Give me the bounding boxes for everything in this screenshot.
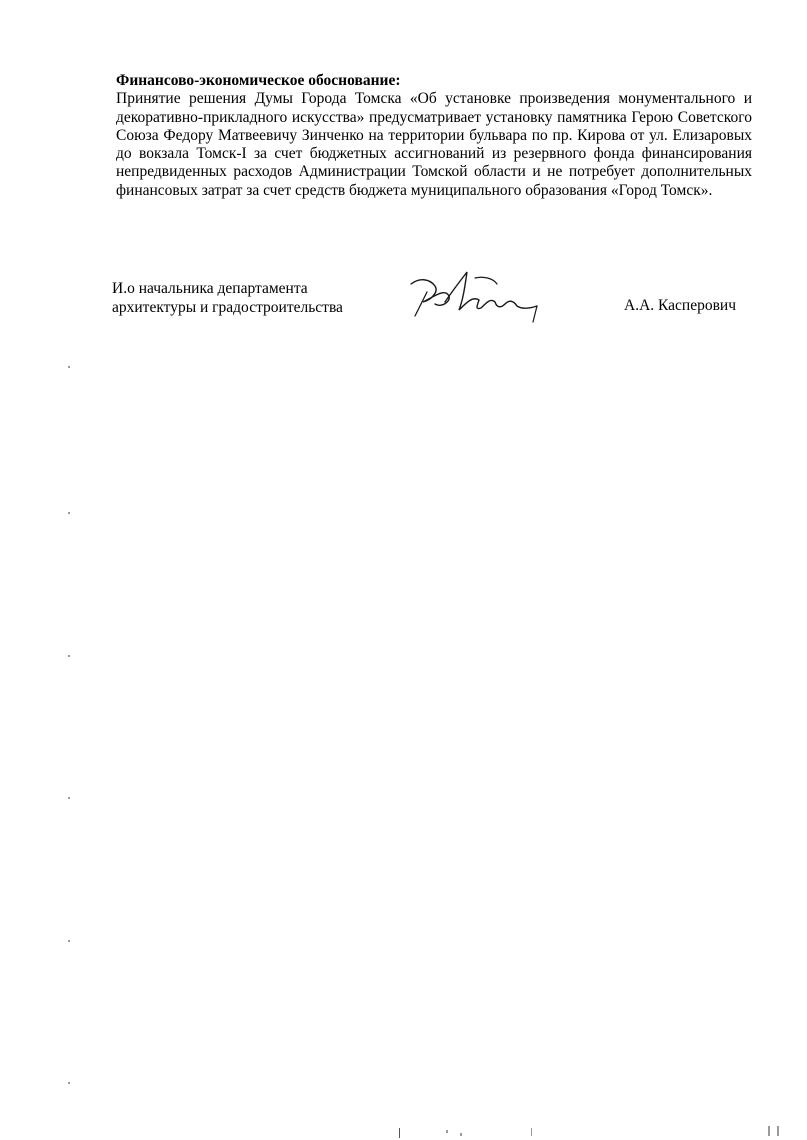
signer-position (112, 280, 343, 317)
signer-position-line-1: И.о начальника департамента (112, 280, 308, 297)
signer-name: А.А. Касперович (624, 297, 736, 314)
scan-artifact (68, 655, 70, 657)
financial-justification-section (116, 72, 752, 200)
scan-artifact (68, 366, 70, 368)
scan-artifact (68, 940, 70, 942)
scan-artifact (446, 1130, 448, 1133)
scan-artifact (399, 1128, 400, 1138)
scan-artifact (531, 1128, 532, 1136)
section-heading: Финансово-экономическое обоснование: (116, 72, 401, 89)
scan-artifact (68, 1082, 70, 1084)
scan-artifact (460, 1133, 462, 1136)
signer-position-line-2: архитектуры и градостроительства (112, 298, 343, 316)
scan-artifact (68, 512, 70, 514)
scan-artifact (777, 1126, 779, 1136)
justification-paragraph: Принятие решения Думы Города Томска «Об установке произведения монументального и декоративно-прикладного искусства» предусматривает установку памятника Герою Советского Союза Федору Матвеевичу Зинченко на территории бульвара по пр. Кирова от ул. Елизаровых до вокзала Томск-I за счет бюджетных ассигнований из резервного фонда финансирования непредвиденных расходов Администрации Томской области и не потребует дополнительных финансовых затрат за счет средств бюджета муниципального образования «Город Томск». (116, 90, 752, 199)
handwritten-signature (405, 266, 545, 328)
scan-artifact (768, 1126, 770, 1136)
scan-artifact (68, 797, 70, 799)
